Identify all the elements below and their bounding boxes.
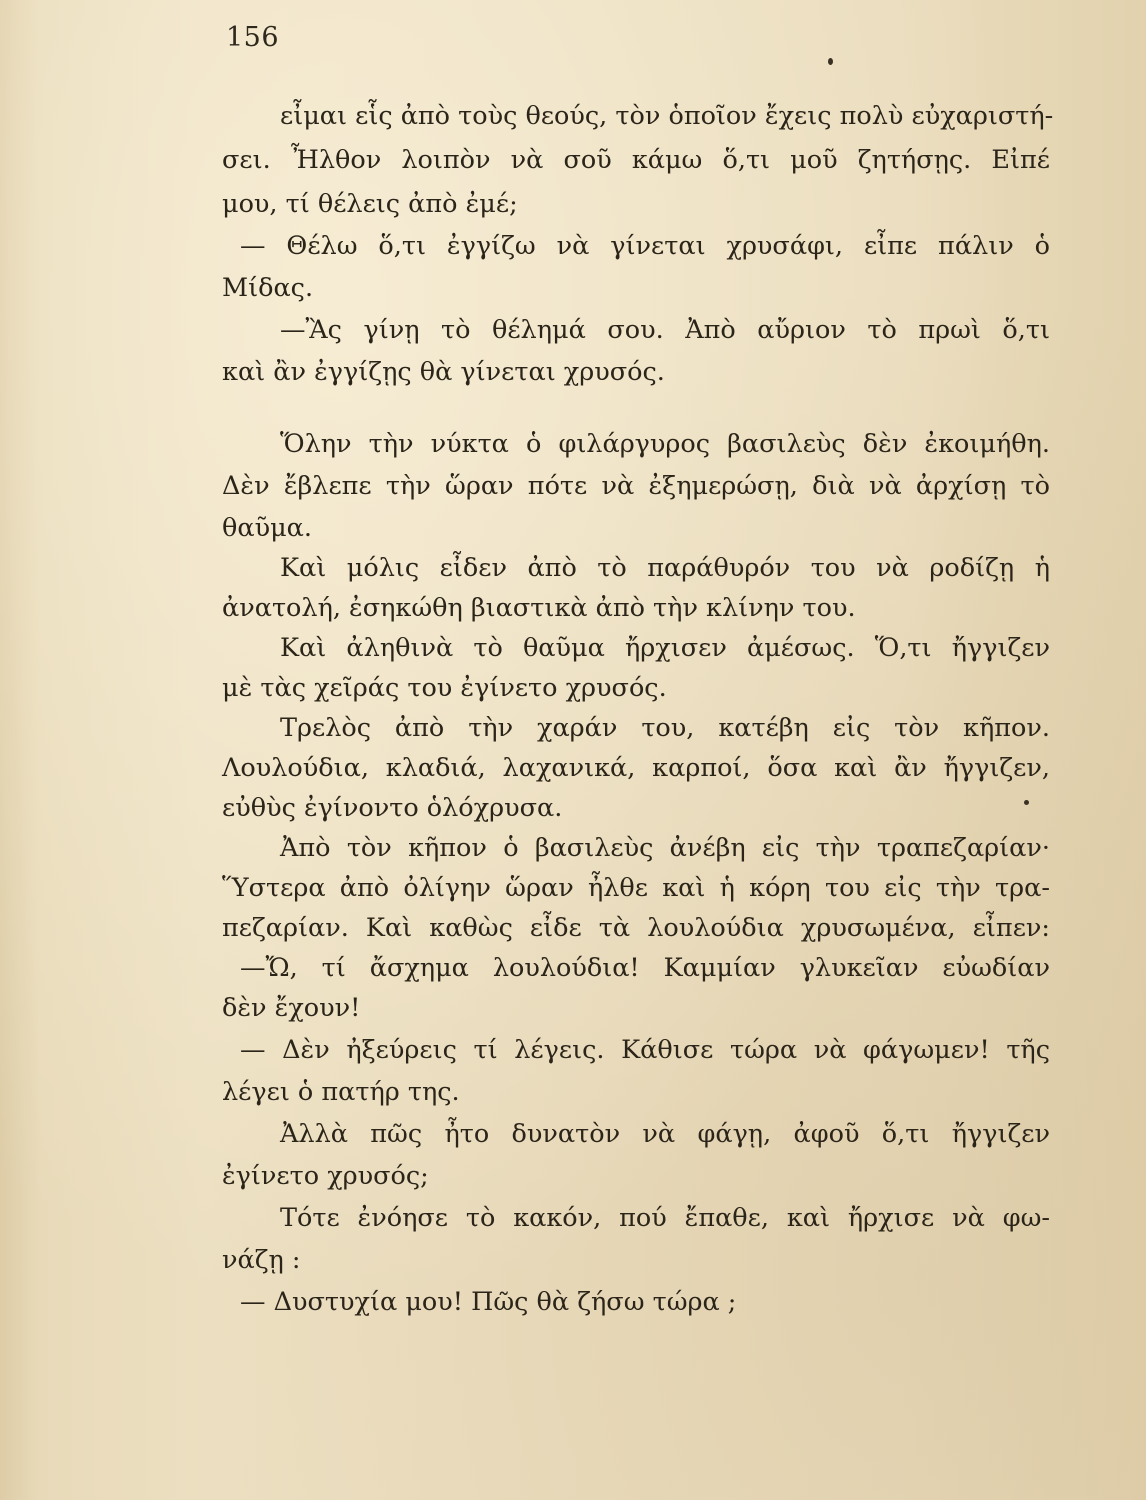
text-line: Ὕστερα ἀπὸ ὀλίγην ὥραν ἦλθε καὶ ἡ κόρη του εἰς τὴν τρα- [222,873,1050,903]
text-line: πεζαρίαν. Καὶ καθὼς εἶδε τὰ λουλούδια χρυσωμένα, εἶπεν: [222,913,1050,943]
ink-speck [828,58,833,65]
text-line: Ἀλλὰ πῶς ἦτο δυνατὸν νὰ φάγῃ, ἀφοῦ ὅ,τι ἤγγιζεν [280,1119,1050,1149]
text-line: Καὶ μόλις εἶδεν ἀπὸ τὸ παράθυρόν του νὰ ροδίζῃ ἡ [280,553,1050,583]
text-line: — Θέλω ὅ,τι ἐγγίζω νὰ γίνεται χρυσάφι, εἶπε πάλιν ὁ [240,231,1050,261]
text-line: νάζῃ : [222,1245,301,1275]
text-line: λέγει ὁ πατήρ της. [222,1077,460,1107]
text-line: Ὅλην τὴν νύκτα ὁ φιλάργυρος βασιλεὺς δὲν ἐκοιμήθη. [280,429,1050,459]
text-line: — Δὲν ἠξεύρεις τί λέγεις. Κάθισε τώρα νὰ φάγωμεν! τῆς [240,1035,1050,1065]
text-line: μου, τί θέλεις ἀπὸ ἐμέ; [222,189,518,219]
text-line: δὲν ἔχουν! [222,993,361,1023]
text-line: ἐγίνετο χρυσός; [222,1161,429,1191]
ink-speck [1024,800,1029,805]
text-line: θαῦμα. [222,513,312,543]
text-line: Δὲν ἔβλεπε τὴν ὥραν πότε νὰ ἐξημερώσῃ, διὰ νὰ ἀρχίσῃ τὸ [222,471,1050,501]
text-line: Καὶ ἀληθινὰ τὸ θαῦμα ἤρχισεν ἀμέσως. Ὅ,τι ἤγγιζεν [280,633,1050,663]
text-line: Τρελὸς ἀπὸ τὴν χαράν του, κατέβη εἰς τὸν κῆπον. [280,713,1050,743]
text-line: —Ὤ, τί ἄσχημα λουλούδια! Καμμίαν γλυκεῖαν εὐωδίαν [240,953,1050,983]
text-line: Τότε ἐνόησε τὸ κακόν, πού ἔπαθε, καὶ ἤρχισε νὰ φω- [280,1203,1050,1233]
text-line: Ἀπὸ τὸν κῆπον ὁ βασιλεὺς ἀνέβη εἰς τὴν τραπεζαρίαν· [280,833,1050,863]
text-line: εἶμαι εἷς ἀπὸ τοὺς θεούς, τὸν ὁποῖον ἔχεις πολὺ εὐχαριστή- [280,101,1054,131]
text-line: σει. Ἦλθον λοιπὸν νὰ σοῦ κάμω ὅ,τι μοῦ ζητήσῃς. Εἰπέ [222,145,1050,175]
page-number: 156 [226,22,280,53]
text-line: —Ἂς γίνῃ τὸ θέλημά σου. Ἀπὸ αὔριον τὸ πρωὶ ὅ,τι [280,315,1050,345]
text-line: καὶ ἂν ἐγγίζῃς θὰ γίνεται χρυσός. [222,357,665,387]
text-line: Λουλούδια, κλαδιά, λαχανικά, καρποί, ὅσα καὶ ἂν ἤγγιζεν, [222,753,1050,783]
text-line: — Δυστυχία μου! Πῶς θὰ ζήσω τώρα ; [240,1287,737,1317]
text-line: μὲ τὰς χεῖράς του ἐγίνετο χρυσός. [222,673,667,703]
text-line: Μίδας. [222,273,314,303]
text-line: ἀνατολή, ἐσηκώθη βιαστικὰ ἀπὸ τὴν κλίνην του. [222,593,856,623]
text-line: εὐθὺς ἐγίνοντο ὁλόχρυσα. [222,793,563,823]
